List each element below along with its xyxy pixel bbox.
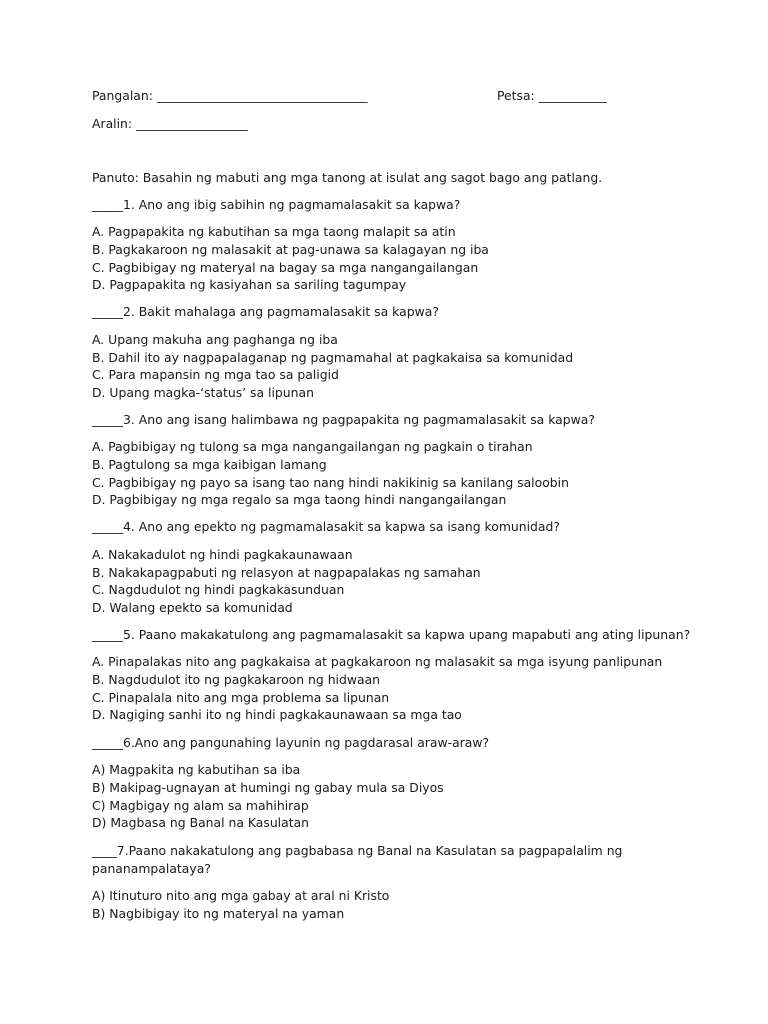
question-5-option-d: D. Nagiging sanhi ito ng hindi pagkakaunawaan sa mga tao — [92, 707, 462, 722]
date-field[interactable]: Petsa: ___________ — [497, 88, 607, 103]
question-3-option-a: A. Pagbibigay ng tulong sa mga nangangailangan ng pagkain o tirahan — [92, 439, 533, 454]
question-2-option-b: B. Dahil ito ay nagpapalaganap ng pagmamahal at pagkakaisa sa komunidad — [92, 349, 574, 365]
question-7-option-b: B) Nagbibigay ito ng materyal na yaman — [92, 905, 345, 921]
question-5-option-a: A. Pinapalakas nito ang pagkakaisa at pagkakaroon ng malasakit sa mga isyung panlipunan — [92, 654, 663, 669]
question-6-option-c: C) Magbigay ng alam sa mahihirap — [92, 797, 309, 813]
question-3-option-b: B. Pagtulong sa mga kaibigan lamang — [92, 457, 327, 472]
question-4-option-d: D. Walang epekto sa komunidad — [92, 599, 293, 615]
question-7-line-2: pananampalataya? — [92, 860, 211, 876]
question-2-option-a: A. Upang makuha ang paghanga ng iba — [92, 331, 338, 347]
question-6-option-d: D) Magbasa ng Banal na Kasulatan — [92, 815, 310, 830]
question-6-option-a: A) Magpakita ng kabutihan sa iba — [92, 762, 301, 777]
question-5-option-b: B. Nagdudulot ito ng pagkakaroon ng hidwaan — [92, 672, 381, 687]
name-field[interactable]: Pangalan: __________________________________ — [92, 88, 368, 103]
question-4-option-a: A. Nakakadulot ng hindi pagkakaunawaan — [92, 546, 353, 562]
question-2: _____2. Bakit mahalaga ang pagmamalasakit sa kapwa? — [92, 304, 439, 319]
question-1-option-c: C. Pagbibigay ng materyal na bagay sa mga nangangailangan — [92, 259, 479, 275]
question-2-option-d: D. Upang magka-‘status’ sa lipunan — [92, 384, 314, 400]
instructions: Panuto: Basahin ng mabuti ang mga tanong at isulat ang sagot bago ang patlang. — [92, 170, 603, 185]
question-4: _____4. Ano ang epekto ng pagmamalasakit sa kapwa sa isang komunidad? — [92, 519, 560, 534]
question-1-option-d: D. Pagpapakita ng kasiyahan sa sariling tagumpay — [92, 277, 407, 292]
question-2-option-c: C. Para mapansin ng mga tao sa paligid — [92, 367, 339, 382]
question-4-option-c: C. Nagdudulot ng hindi pagkakasunduan — [92, 582, 345, 597]
question-3-option-c: C. Pagbibigay ng payo sa isang tao nang hindi nakikinig sa kanilang saloobin — [92, 474, 569, 490]
question-1-option-b: B. Pagkakaroon ng malasakit at pag-unawa sa kalagayan ng iba — [92, 242, 489, 257]
question-3-option-d: D. Pagbibigay ng mga regalo sa mga taong hindi nangangailangan — [92, 492, 507, 507]
question-3: _____3. Ano ang isang halimbawa ng pagpapakita ng pagmamalasakit sa kapwa? — [92, 411, 595, 427]
question-1: _____1. Ano ang ibig sabihin ng pagmamalasakit sa kapwa? — [92, 197, 461, 212]
question-7-line-1: ____7.Paano nakakatulong ang pagbabasa ng Banal na Kasulatan sa pagpapalalim ng — [92, 843, 623, 858]
question-7-option-a: A) Itinuturo nito ang mga gabay at aral ni Kristo — [92, 887, 390, 903]
question-1-option-a: A. Pagpapakita ng kabutihan sa mga taong malapit sa atin — [92, 224, 456, 239]
lesson-field[interactable]: Aralin: __________________ — [92, 116, 248, 131]
question-4-option-b: B. Nakakapagpabuti ng relasyon at nagpapalakas ng samahan — [92, 564, 481, 580]
question-5: _____5. Paano makakatulong ang pagmamalasakit sa kapwa upang mapabuti ang ating lipunan? — [92, 627, 691, 642]
question-5-option-c: C. Pinapalala nito ang mga problema sa lipunan — [92, 689, 390, 705]
question-6-option-b: B) Makipag-ugnayan at humingi ng gabay mula sa Diyos — [92, 780, 444, 795]
question-6: _____6.Ano ang pangunahing layunin ng pagdarasal araw-araw? — [92, 734, 490, 750]
